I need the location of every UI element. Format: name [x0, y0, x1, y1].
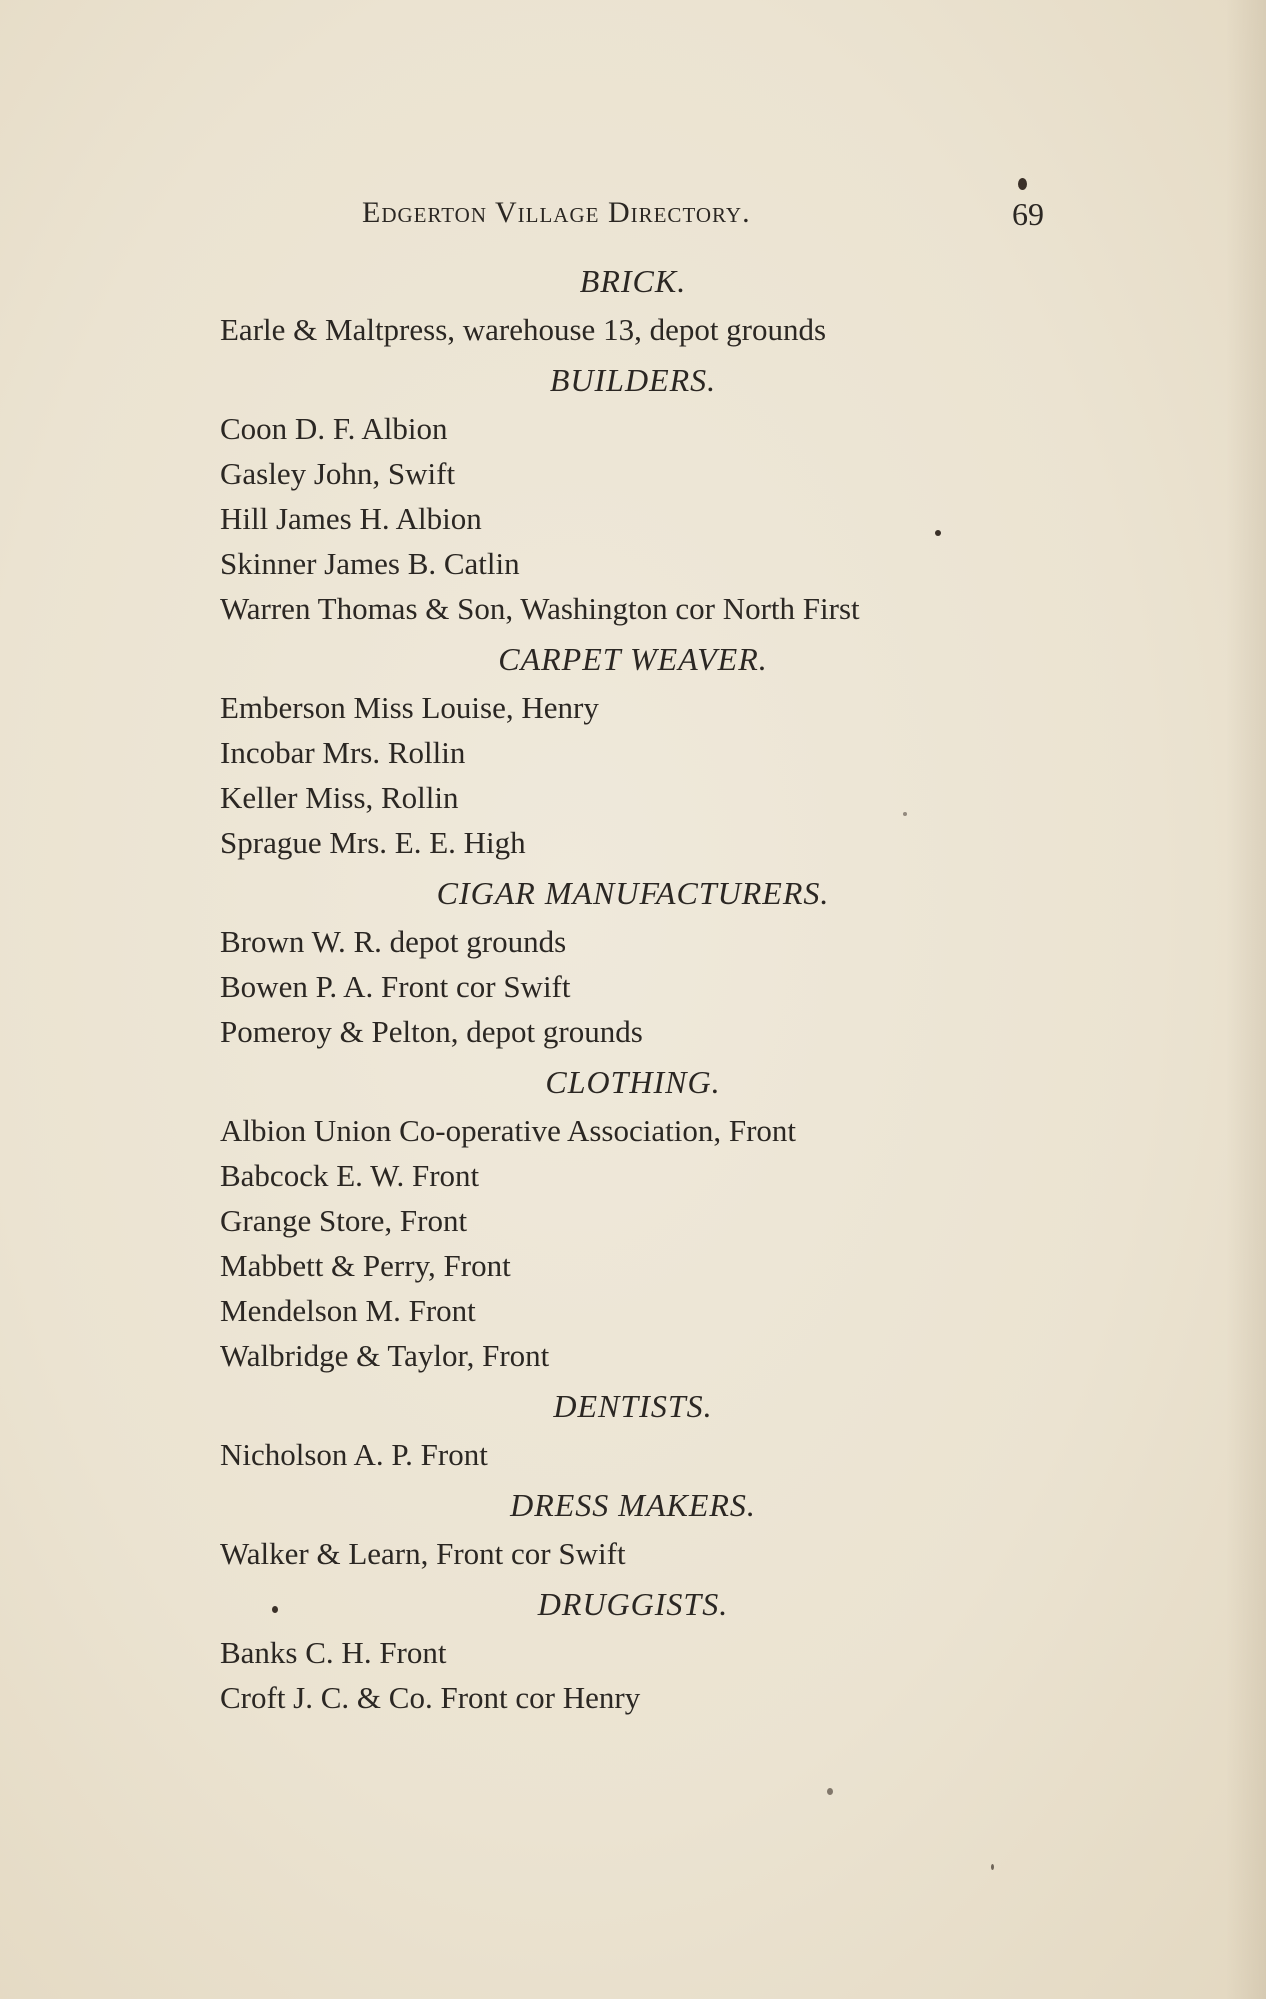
directory-entry: Walker & Learn, Front cor Swift: [220, 1536, 626, 1571]
directory-entry: Albion Union Co-operative Association, Front: [220, 1113, 797, 1148]
section-cigar-manufacturers: [0, 871, 1266, 1054]
section-heading: CIGAR MANUFACTURERS.: [436, 875, 830, 911]
directory-entry: Sprague Mrs. E. E. High: [220, 825, 526, 860]
directory-entry: Hill James H. Albion: [220, 501, 482, 536]
section-heading: DRUGGISTS.: [537, 1586, 729, 1622]
ink-speck: [903, 812, 907, 816]
page-header: [0, 196, 1266, 236]
section-carpet-weaver: [0, 637, 1266, 865]
directory-entry: Gasley John, Swift: [220, 456, 456, 491]
section-dentists: [0, 1384, 1266, 1477]
directory-entry: Croft J. C. & Co. Front cor Henry: [220, 1680, 641, 1715]
running-title: Edgerton Village Directory.: [362, 196, 751, 229]
directory-entry: Warren Thomas & Son, Washington cor North First: [220, 591, 860, 626]
section-druggists: [0, 1582, 1266, 1720]
directory-entry: Babcock E. W. Front: [220, 1158, 480, 1193]
directory-entry: Skinner James B. Catlin: [220, 546, 520, 581]
directory-entry: Pomeroy & Pelton, depot grounds: [220, 1014, 643, 1049]
section-heading: BUILDERS.: [549, 362, 717, 398]
directory-entry: Mendelson M. Front: [220, 1293, 476, 1328]
directory-entry: Bowen P. A. Front cor Swift: [220, 969, 571, 1004]
directory-entry: Mabbett & Perry, Front: [220, 1248, 511, 1283]
ink-speck: [272, 1606, 278, 1613]
directory-entry: Walbridge & Taylor, Front: [220, 1338, 550, 1373]
directory-entry: Incobar Mrs. Rollin: [220, 735, 466, 770]
directory-entry: Keller Miss, Rollin: [220, 780, 459, 815]
directory-entry: Earle & Maltpress, warehouse 13, depot grounds: [220, 312, 827, 347]
section-heading: DRESS MAKERS.: [510, 1487, 756, 1523]
ink-speck: [827, 1788, 833, 1795]
section-dress-makers: [0, 1483, 1266, 1576]
ink-speck: [935, 530, 941, 536]
directory-entry: Nicholson A. P. Front: [220, 1437, 488, 1472]
section-heading: CARPET WEAVER.: [498, 641, 768, 677]
directory-content: [0, 253, 1266, 1720]
section-brick: [0, 259, 1266, 352]
directory-entry: Banks C. H. Front: [220, 1635, 447, 1670]
section-heading: CLOTHING.: [545, 1064, 721, 1100]
ink-speck: [1018, 178, 1027, 190]
ink-speck: [991, 1864, 994, 1870]
directory-entry: Coon D. F. Albion: [220, 411, 448, 446]
directory-entry: Emberson Miss Louise, Henry: [220, 690, 599, 725]
directory-entry: Brown W. R. depot grounds: [220, 924, 567, 959]
section-heading: BRICK.: [579, 263, 687, 299]
page-number: 69: [1012, 196, 1044, 232]
section-clothing: [0, 1060, 1266, 1378]
directory-entry: Grange Store, Front: [220, 1203, 468, 1238]
section-builders: [0, 358, 1266, 631]
section-heading: DENTISTS.: [553, 1388, 713, 1424]
